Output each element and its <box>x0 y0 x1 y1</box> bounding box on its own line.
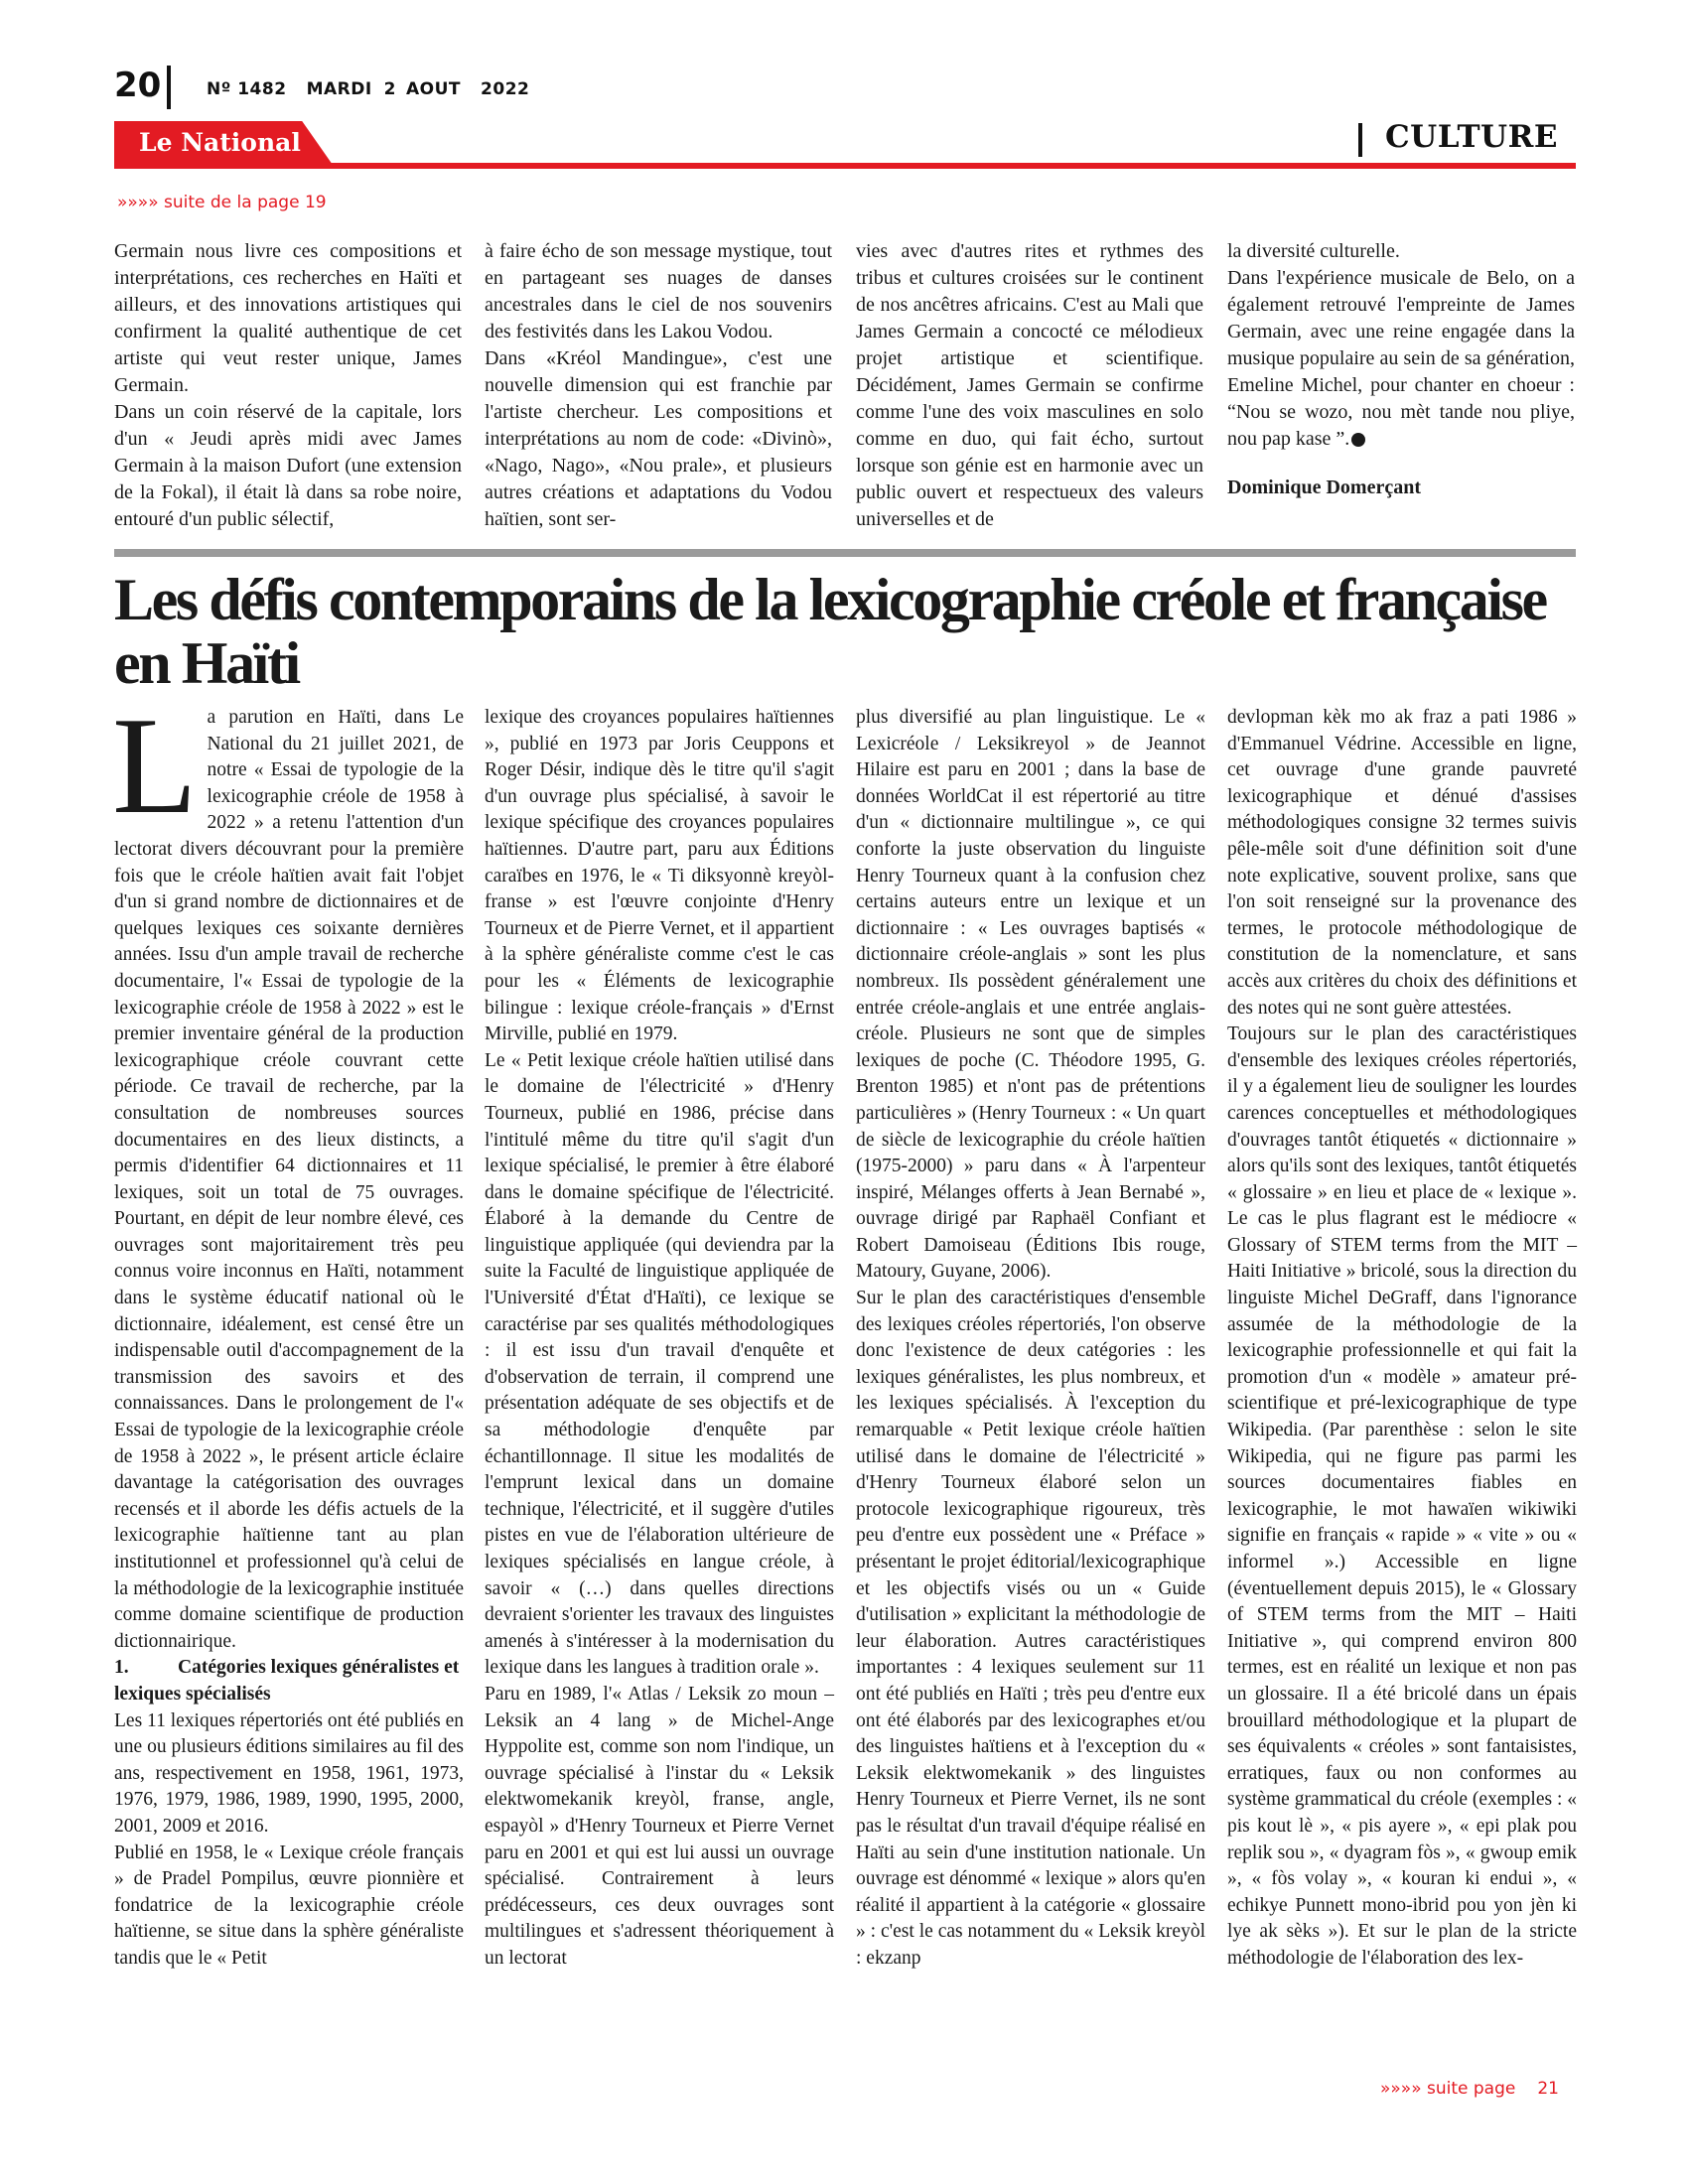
continued-to-label: »»»» suite page <box>1380 2079 1516 2099</box>
paragraph: la diversité culturelle. <box>1227 240 1400 262</box>
paragraph: vies avec d'autres rites et rythmes des tribus et cultures croisées sur le continent de nos ancêtres africains. C'est au Mali que James Germain a concocté ce mélodieux projet artistique et scientifique. Décidément, James Germain se confirme comme l'une des voix masculines en solo comme en duo, qui fait écho, surtout lorsque son génie est en harmonie avec un public ouvert et respectueux des valeurs universelles et de <box>856 240 1203 530</box>
weekday: MARDI <box>306 79 372 99</box>
subheading-text: Catégories lexiques généralistes et lexiques spécialisés <box>114 1657 460 1705</box>
lead-text: a parution en Haïti, dans Le National du 21 juillet 2021, de notre « Essai de typologie de la lexicographie créole de 1958 à 2022 » a retenu l'attention d'un lectorat divers découvrant pour la première fois que le créole haïtien avait fait l'objet d'un si grand nombre de dictionnaires et de quelques lexiques ces soixante dernières années. Issu d'un ample travail de recherche documentaire, l'« Essai de typologie de la lexicographie créole de 1958 à 2022 » est le premier inventaire général de la production lexicographique créole couvrant cette période. Ce travail de recherche, par la consultation de nombreuses sources documentaires en des lieux distincts, a permis d'identifier 64 dictionnaires et 11 lexiques, soit un total de 75 ouvrages. Pourtant, en dépit de leur nombre élevé, ces ouvrages sont majoritairement très peu connus voire inconnus en Haïti, notamment dans le système éducatif national où le dictionnaire, idéalement, est censé être un indispensable outil d'accompagnement de la transmission des savoirs et des connaissances. Dans le prolongement de l'« Essai de typologie de la lexicographie créole de 1958 à 2022 », le présent article éclaire davantage la catégorisation des ouvrages recensés et il aborde les défis actuels de la lexicographie haïtienne tant au plan institutionnel et professionnel qu'à celui de la méthodologie de la lexicographie instituée comme domaine scientifique de production dictionnairique. <box>114 707 464 1652</box>
section-title: CULTURE <box>1385 119 1558 155</box>
day-number: 2 <box>383 79 397 99</box>
lead-paragraph <box>112 689 464 1655</box>
section-divider <box>1358 123 1362 157</box>
paragraph: Toujours sur le plan des caractéristiques d'ensemble des lexiques créoles répertoriés, il y a également lieu de souligner les lourdes carences conceptuelles et méthodologiques d'ouvrages tantôt étiquetés « dictionnaire » alors qu'ils sont des lexiques, tantôt étiquetés « glossaire » en lieu et place de « lexique ». Le cas le plus flagrant est le médiocre « Glossary of STEM terms from the MIT – Haiti Initiative » bricolé, sous la direction du linguiste Michel DeGraff, dans l'ignorance assumée de la méthodologie de la lexicographie professionnelle et qui fait la promotion d'un « modèle » amateur pré-scientifique et pré-lexicographique de type Wikipedia. (Par parenthèse : selon le site Wikipedia, qui ne figure pas parmi les sources documentaires fiables en lexicographie, le mot hawaïen wikiwiki signifie en français « rapide » « vite » ou « informel ».) Accessible en ligne (éventuellement depuis 2015), le « Glossary of STEM terms from the MIT – Haiti Initiative », qui comprend environ 800 termes, est en réalité un lexique et non pas un glossaire. Il a été bricolé dans un épais brouillard méthodologique et la plupart de ses équivalents « créoles » sont fantaisistes, erratiques, faux ou non conformes au système grammatical du créole (exemples : « pis kout lè », « pis ayere », « epi plak pou replik sou », « dyagram fòs », « gwoup emik », « fòs volay », « kouran ki endui », « echikye Punnett mono-ibrid pou yon jèn ki lye ak sèks »). Et sur le plan de la stricte méthodologie de l'élaboration des lex- <box>1227 1024 1577 1969</box>
newspaper-logo: Le National <box>139 128 301 157</box>
paragraph: Germain nous livre ces compositions et interprétations, ces recherches en Haïti et ailleurs, et des innovations artistiques qui confirment la qualité authentique de cet artiste qui veut rester unique, James Germain. <box>114 240 462 396</box>
paragraph: plus diversifié au plan linguistique. Le « Lexicréole / Leksikreyol » de Jeannot Hilaire est paru en 2001 ; dans la base de données WorldCat il est répertorié au titre d'un « dictionnaire multilingue », ce qui conforte la juste observation du linguiste Henry Tourneux quant à la confusion chez certains auteurs entre un lexique et un dictionnaire : « Les ouvrages baptisés « dictionnaire créole-anglais » sont les plus nombreux. Ils possèdent généralement une entrée créole-anglais et une entrée anglais-créole. Plusieurs ne sont que de simples lexiques de poche (C. Théodore 1995, G. Brenton 1985) et n'ont pas de prétentions particulières » (Henry Tourneux : « Un quart de siècle de lexicographie du créole haïtien (1975-2000) » paru dans « À l'arpenteur inspiré, Mélanges offerts à Jean Bernabé », ouvrage dirigé par Raphaël Confiant et Robert Damoiseau (Éditions Ibis rouge, Matoury, Guyane, 2006). <box>856 707 1205 1283</box>
continued-to-link[interactable] <box>1380 2079 1559 2099</box>
subheading-number: 1. <box>114 1657 129 1679</box>
paragraph: Dans un coin réservé de la capitale, lors d'un « Jeudi après midi avec James Germain à la maison Dufort (une extension de la Fokal), il était là dans sa robe noire, entouré d'un public sélectif, <box>114 401 462 530</box>
page-number: 20 <box>114 66 162 105</box>
header-rule <box>114 163 1576 169</box>
article-column-1 <box>112 689 464 1973</box>
continued-from-link[interactable]: »»»» suite de la page 19 <box>117 193 327 212</box>
paragraph: Le « Petit lexique créole haïtien utilisé dans le domaine de l'électricité » d'Henry Tourneux, publié en 1986, précise dans l'intitulé même du titre qu'il s'agit d'un lexique spécialisé, le premier à être élaboré dans le domaine spécifique de l'électricité. Élaboré à la demande du Centre de linguistique appliquée (qui deviendra par la suite la Faculté de linguistique appliquée de l'Université d'État d'Haïti), ce lexique se caractérise par ses qualités méthodologiques : il est issu d'un travail d'enquête et d'observation de terrain, il comprend une présentation adéquate de ses objectifs et de sa méthodologie d'enquête par échantillonnage. Il situe les modalités de l'emprunt lexical dans un domaine technique, l'électricité, et il suggère d'utiles pistes en vue de l'élaboration ultérieure de lexiques spécialisés en langue créole, à savoir « (…) dans quelles directions devraient s'orienter les travaux des linguistes amenés à s'intéresser à la modernisation du lexique dans les langues à tradition orale ». <box>485 1049 834 1679</box>
top-article-column-1 <box>114 238 462 533</box>
top-article-column-3 <box>856 238 1203 533</box>
paragraph: Dans l'expérience musicale de Belo, on a également retrouvé l'empreinte de James Germain, avec une reine engagée dans la musique populaire au sein de sa génération, Emeline Michel, pour chanter en choeur : “Nou se wozo, nou mèt tande nou pliye, nou pap kase ”. <box>1227 267 1575 450</box>
drop-cap: L <box>112 689 198 843</box>
page-number-divider <box>167 66 171 109</box>
section-subheading <box>114 1655 464 1707</box>
article-column-4 <box>1227 705 1577 1973</box>
issue-date-line <box>207 79 549 99</box>
year: 2022 <box>481 79 530 99</box>
continued-to-page: 21 <box>1537 2079 1559 2099</box>
article-column-2 <box>485 705 834 1973</box>
paragraph: Dans «Kréol Mandingue», c'est une nouvelle dimension qui est franchie par l'artiste chercheur. Les compositions et interprétations au nom de code: «Divinò», «Nago, Nago», «Nou prale», et plusieurs autres créations et adaptations du Vodou haïtien, sont ser- <box>485 347 832 530</box>
paragraph: à faire écho de son message mystique, tout en partageant ses nuages de danses ancestrales dans le ciel de nos souvenirs des festivités dans les Lakou Vodou. <box>485 240 832 342</box>
article-headline: Les défis contemporains de la lexicographie créole et française en Haïti <box>114 567 1546 696</box>
month: AOUT <box>406 79 462 99</box>
paragraph: Les 11 lexiques répertoriés ont été publiés en une ou plusieurs éditions similaires au fil des ans, respectivement en 1958, 1961, 1973, 1976, 1979, 1986, 1989, 1990, 1995, 2000, 2001, 2009 et 2016. <box>114 1709 464 1837</box>
paragraph: lexique des croyances populaires haïtiennes », publié en 1973 par Joris Ceuppons et Roger Désir, indique dès le titre qu'il s'agit d'un ouvrage plus spécialisé, à savoir le lexique spécifique des croyances populaires haïtiennes. D'autre part, paru aux Éditions caraïbes en 1976, le « Ti diksyonnè kreyòl-franse » est l'œuvre conjointe d'Henry Tourneux et de Pierre Vernet, et il appartient à la sphère généraliste comme c'est le cas pour les « Éléments de lexicographie bilingue : lexique créole-français » d'Ernst Mirville, publié en 1979. <box>485 707 834 1045</box>
end-of-article-icon <box>1351 433 1365 447</box>
article-separator <box>114 549 1576 557</box>
paragraph-with-end-mark <box>1227 265 1575 453</box>
paragraph: Paru en 1989, l'« Atlas / Leksik zo moun – Leksik an 4 lang » de Michel-Ange Hyppolite est, comme son nom l'indique, un ouvrage spécialisé à l'instar du « Leksik elektwomekanik kreyòl, franse, angle, espayòl » d'Henry Tourneux et Pierre Vernet paru en 2001 et qui est lui aussi un ouvrage spécialisé. Contrairement à leurs prédécesseurs, ces deux ouvrages sont multilingues et s'adressent théoriquement à un lectorat <box>485 1683 834 1969</box>
article-column-3 <box>856 705 1205 1973</box>
top-article-column-2 <box>485 238 832 533</box>
paragraph: Sur le plan des caractéristiques d'ensemble des lexiques créoles répertoriés, l'on observe donc l'existence de deux catégories : les lexiques généralistes, les plus nombreux, et les lexiques spécialisés. À l'exception du remarquable « Petit lexique créole haïtien utilisé dans le domaine de l'électricité » d'Henry Tourneux élaboré selon un protocole lexicographique rigoureux, très peu d'entre eux possèdent une « Préface » présentant le projet éditorial/lexicographique et les objectifs visés ou un « Guide d'utilisation » explicitant la méthodologie de leur élaboration. Autres caractéristiques importantes : 4 lexiques seulement sur 11 ont été publiés en Haïti ; très peu d'entre eux ont été élaborés par des lexicographes et/ou des linguistes haïtiens et à l'exception du « Leksik elektwomekanik » des linguistes Henry Tourneux et Pierre Vernet, ils ne sont pas le résultat d'un travail d'équipe réalisé en Haïti au sein d'une institution nationale. Un ouvrage est dénommé « lexique » alors qu'en réalité il appartient à la catégorie « glossaire » : c'est le cas notamment du « Leksik kreyòl : ekzanp <box>856 1288 1205 1969</box>
top-article-column-4 <box>1227 238 1575 501</box>
author-byline: Dominique Domerçant <box>1227 477 1421 498</box>
paragraph: Publié en 1958, le « Lexique créole français » de Pradel Pompilus, œuvre pionnière et fondatrice de la lexicographie créole haïtienne, se situe dans la sphère généraliste tandis que le « Petit <box>114 1842 464 1969</box>
issue-number: Nº 1482 <box>207 79 287 99</box>
paragraph: devlopman kèk mo ak fraz a pati 1986 » d'Emmanuel Védrine. Accessible en ligne, cet ouvrage d'une grande pauvreté lexicographique et dénué d'assises méthodologiques consigne 32 termes suivis pêle-mêle soit d'une définition soit d'une note explicative, souvent prolixe, sans que l'on soit renseigné sur la provenance des termes, le protocole méthodologique de constitution de la nomenclature, et sans accès aux critères du choix des définitions et des notes qui ne sont guère attestées. <box>1227 707 1577 1019</box>
